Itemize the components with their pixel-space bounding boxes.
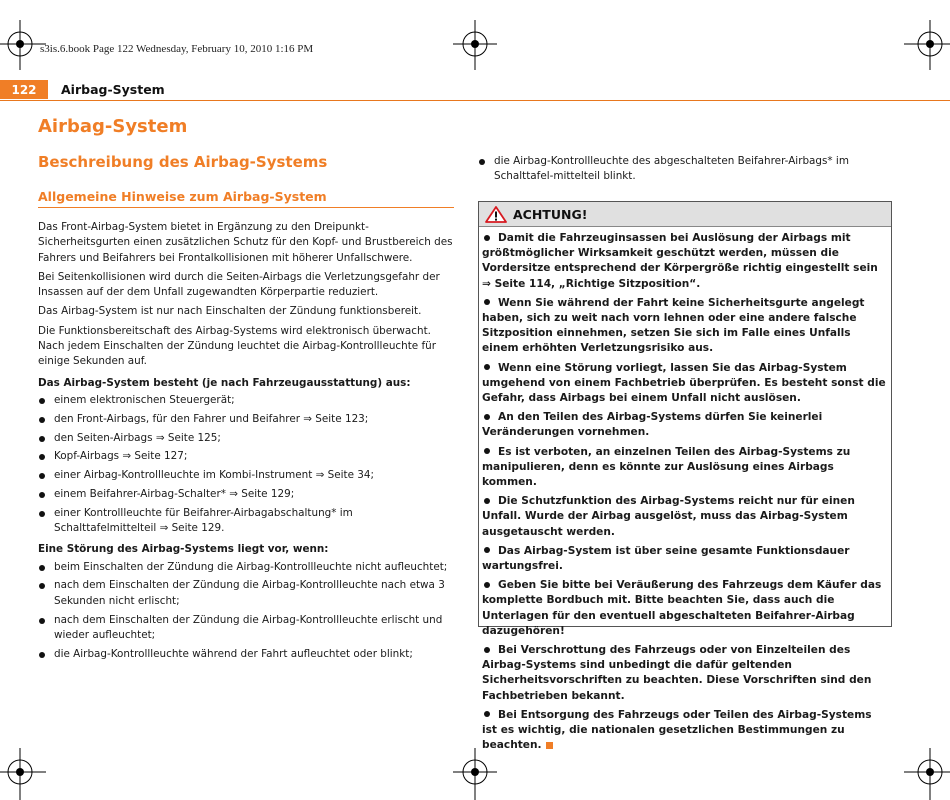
bullet-icon	[484, 235, 490, 241]
list-item	[38, 468, 456, 483]
page-header	[0, 80, 950, 101]
bullet-icon	[39, 652, 45, 658]
warning-item-text: Das Airbag-System ist über seine gesamte Funktionsdauer wartungsfrei.	[482, 544, 850, 573]
warning-item-text: Es ist verboten, an einzelnen Teilen des Airbag-Systems zu manipulieren, denn es könnte zur Auslösung eines Airbags kommen.	[482, 445, 851, 489]
list-item-text: einer Kontrollleuchte für Beifahrer-Airbagabschaltung* im Schalttafelmittelteil ⇒ Seite 129.	[54, 506, 353, 535]
end-of-section-icon	[546, 742, 553, 749]
list-item-text: einem elektronischen Steuergerät;	[54, 393, 235, 406]
list-item-text: die Airbag-Kontrollleuchte des abgeschalteten Beifahrer-Airbags* im Schalttafel-mittelteil blinkt.	[494, 155, 849, 183]
warning-item	[482, 708, 888, 754]
warning-item-text: Bei Verschrottung des Fahrzeugs oder von Einzelteilen des Airbag-Systems sind unbedingt die dafür geltenden Sicherheitsvorschriften zu beachten. Diese Vorschriften sind den Fachbetrieben bekannt.	[482, 644, 872, 702]
running-title: Airbag-System	[61, 82, 165, 97]
bullet-icon	[484, 414, 490, 420]
warning-body	[479, 227, 891, 754]
bullet-icon	[39, 583, 45, 589]
page-title: Airbag-System	[38, 116, 188, 137]
bullet-icon	[39, 417, 45, 423]
warning-item-text: Bei Entsorgung des Fahrzeugs oder Teilen des Airbag-Systems ist es wichtig, die nationalen gesetzlichen Bestimmungen zu beachten.	[482, 708, 872, 752]
bullet-icon	[39, 511, 45, 517]
list-item-text: nach dem Einschalten der Zündung die Airbag-Kontrollleuchte nach etwa 3 Sekunden nicht erlischt;	[54, 579, 445, 607]
bullet-icon	[39, 492, 45, 498]
warning-item	[482, 544, 888, 574]
print-slug: s3is.6.book Page 122 Wednesday, February 10, 2010 1:16 PM	[40, 43, 314, 55]
warning-item-text: Geben Sie bitte bei Veräußerung des Fahrzeugs dem Käufer das komplette Bordbuch mit. Bitte beachten Sie, dass auch die Unterlagen für den eventuell abgeschalteten Beifahrer-Airbag dazugehören!	[482, 579, 882, 637]
warning-item-text: Wenn eine Störung vorliegt, lassen Sie das Airbag-System umgehend von einem Fachbetrieb überprüfen. Es besteht sonst die Gefahr, dass Airbags bei einem Unfall nicht auslösen.	[482, 361, 886, 405]
section-title: Beschreibung des Airbag-Systems	[38, 153, 328, 171]
warning-item-text: Wenn Sie während der Fahrt keine Sicherheitsgurte angelegt haben, sich zu weit nach vorn lehnen oder eine andere falsche Sitzposition einnehmen, setzen Sie sich im Falle eines Unfalls einem erhöhten Verletzungsrisiko aus.	[482, 296, 865, 355]
left-column	[38, 220, 456, 666]
warning-triangle-icon	[485, 206, 507, 223]
bullet-icon	[479, 159, 485, 165]
warning-item	[482, 494, 888, 540]
warning-item-text: Damit die Fahrzeuginsassen bei Auslösung der Airbags mit größtmöglicher Wirksamkeit geschützt werden, müssen die Vordersitze entsprechend der Körpergröße richtig eingestellt sein ⇒ Seite 114, „Richtige Sitzposition“.	[482, 232, 878, 290]
warning-item	[482, 445, 888, 491]
list-item-text: den Front-Airbags, für den Fahrer und Beifahrer ⇒ Seite 123;	[54, 412, 369, 425]
bullet-icon	[484, 498, 490, 504]
list-item	[478, 154, 890, 185]
bullet-icon	[484, 547, 490, 553]
list-item	[38, 431, 456, 446]
paragraph-front-airbag: Das Front-Airbag-System bietet in Ergänzung zu den Dreipunkt-Sicherheitsgurten einen zusätzlichen Schutz für den Kopf- und Brustbereich des Fahrers und Beifahrers bei Frontalkollisionen mit höherer Unfallschwere.	[38, 221, 453, 264]
paragraph-side-airbag: Bei Seitenkollisionen wird durch die Seiten-Airbags die Verletzungsgefahr der Insassen auf der dem Unfall zugewandten Körperpartie reduziert.	[38, 270, 440, 299]
bullet-icon	[484, 448, 490, 454]
components-lead: Das Airbag-System besteht (je nach Fahrzeugausstattung) aus:	[38, 376, 411, 389]
list-item	[38, 647, 456, 662]
bullet-icon	[484, 711, 490, 717]
warning-label: ACHTUNG!	[513, 207, 588, 222]
crop-mark-bottom-center	[450, 748, 500, 800]
paragraph-ignition: Das Airbag-System ist nur nach Einschalten der Zündung funktionsbereit.	[38, 305, 422, 318]
list-item-text: einem Beifahrer-Airbag-Schalter* ⇒ Seite 129;	[54, 487, 295, 500]
list-item-text: einer Airbag-Kontrollleuchte im Kombi-Instrument ⇒ Seite 34;	[54, 469, 374, 482]
list-item-text: die Airbag-Kontrollleuchte während der Fahrt aufleuchtet oder blinkt;	[54, 647, 413, 660]
crop-mark-bottom-right	[900, 748, 950, 800]
warning-item	[482, 231, 888, 292]
list-item	[38, 578, 456, 609]
bullet-icon	[484, 582, 490, 588]
list-item	[38, 412, 456, 427]
warning-item	[482, 296, 888, 357]
list-item-text: Kopf-Airbags ⇒ Seite 127;	[54, 450, 188, 463]
crop-mark-bottom-left	[0, 748, 50, 800]
bullet-icon	[484, 299, 490, 305]
warning-item	[482, 410, 888, 440]
bullet-icon	[39, 618, 45, 624]
list-item-text: nach dem Einschalten der Zündung die Airbag-Kontrollleuchte erlischt und wieder aufleuchtet;	[54, 613, 443, 641]
warning-header	[479, 202, 891, 227]
bullet-icon	[39, 454, 45, 460]
list-item	[38, 506, 456, 537]
crop-mark-top-center	[450, 20, 500, 72]
faults-lead: Eine Störung des Airbag-Systems liegt vor, wenn:	[38, 543, 329, 556]
bullet-icon	[39, 565, 45, 571]
bullet-icon	[39, 398, 45, 404]
bullet-icon	[39, 473, 45, 479]
list-item	[38, 449, 456, 464]
list-item-text: den Seiten-Airbags ⇒ Seite 125;	[54, 431, 221, 444]
warning-box	[478, 201, 892, 752]
list-item	[38, 487, 456, 502]
page-number: 122	[0, 80, 48, 99]
warning-item-text: An den Teilen des Airbag-Systems dürfen Sie keinerlei Veränderungen vornehmen.	[482, 411, 823, 439]
subsection-title: Allgemeine Hinweise zum Airbag-System	[38, 189, 454, 208]
right-column-continuation	[478, 154, 890, 185]
list-item	[38, 613, 456, 644]
list-item	[38, 393, 456, 408]
warning-item	[482, 361, 888, 407]
warning-item-text: Die Schutzfunktion des Airbag-Systems reicht nur für einen Unfall. Wurde der Airbag ausgelöst, muss das Airbag-System ausgetauscht werden.	[482, 495, 855, 538]
list-item-text: beim Einschalten der Zündung die Airbag-Kontrollleuchte nicht aufleuchtet;	[54, 560, 448, 573]
faults-list	[38, 560, 456, 662]
paragraph-monitoring: Die Funktionsbereitschaft des Airbag-Systems wird elektronisch überwacht. Nach jedem Einschalten der Zündung leuchtet die Airbag-Kontrollleuchte für einige Sekunden auf.	[38, 324, 437, 368]
bullet-icon	[484, 647, 490, 653]
list-item	[38, 560, 456, 575]
bullet-icon	[39, 436, 45, 442]
bullet-icon	[484, 364, 490, 370]
crop-mark-top-right	[900, 20, 950, 72]
components-list	[38, 393, 456, 536]
warning-item	[482, 643, 888, 704]
warning-item	[482, 578, 888, 639]
